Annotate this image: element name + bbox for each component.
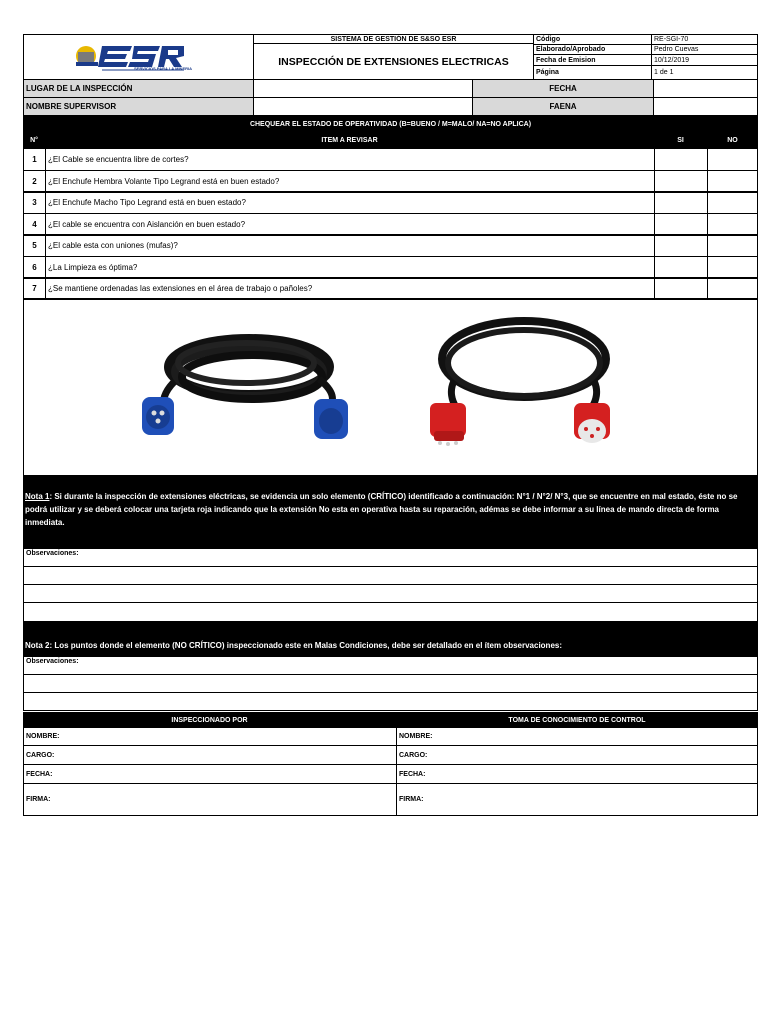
logo-cell (23, 34, 254, 80)
item-number: 7 (23, 277, 46, 300)
right-nombre[interactable]: NOMBRE: (396, 727, 758, 746)
system-title: SISTEMA DE GESTIÓN DE S&SO ESR (253, 34, 534, 44)
left-nombre[interactable]: NOMBRE: (23, 727, 397, 746)
item-question: ¿El Cable se encuentra libre de cortes? (45, 148, 655, 171)
item-number: 3 (23, 191, 46, 214)
meta-value-pagina: 1 de 1 (651, 65, 758, 80)
col-no-header: NO (727, 137, 738, 144)
meta-value-elaborado: Pedro Cuevas (651, 44, 758, 55)
nota1-label: Nota 1 (25, 492, 50, 501)
blue-extension-cable-image (134, 317, 354, 457)
item-no-checkbox[interactable] (707, 191, 758, 214)
item-question: ¿El cable esta con uniones (mufas)? (45, 234, 655, 257)
item-number: 2 (23, 170, 46, 193)
item-no-checkbox[interactable] (707, 213, 758, 236)
checklist-row (23, 277, 758, 300)
obs1-label: Observaciones: (23, 548, 758, 567)
item-si-checkbox[interactable] (654, 148, 708, 171)
item-question: ¿El cable se encuentra con Aislanción en buen estado? (45, 213, 655, 236)
nota1-box (23, 476, 758, 548)
obs2-line-2[interactable] (23, 692, 758, 711)
item-no-checkbox[interactable] (707, 234, 758, 257)
item-no-checkbox[interactable] (707, 170, 758, 193)
fecha-label: FECHA (472, 79, 654, 98)
nota1-text: : Si durante la inspección de extensiones eléctricas, se evidencia un solo elemento (CRÍTICO) identificado a continuación: N°1 / N°2/ N°3, que se encuentre en mal estado, éste no se podrá utilizar y se deberá colocar una tarjeta roja indicando que la extensión No esta en operativa hasta su reparación, adémas se debe informar a su línea de mando directa de forma inmediata. (25, 492, 738, 527)
right-cargo[interactable]: CARGO: (396, 745, 758, 765)
meta-value-fecha: 10/12/2019 (651, 54, 758, 66)
obs2-line-1[interactable] (23, 674, 758, 693)
meta-label-fecha: Fecha de Emision (533, 54, 652, 66)
item-si-checkbox[interactable] (654, 213, 708, 236)
extension-images (23, 298, 758, 476)
left-fecha[interactable]: FECHA: (23, 764, 397, 784)
page-title: INSPECCIÓN DE EXTENSIONES ELECTRICAS (253, 43, 534, 80)
red-extension-cable-image (424, 311, 624, 461)
col-num-header: N° (30, 137, 38, 144)
checklist-row (23, 148, 758, 171)
meta-value-codigo: RE-SGI-70 (651, 34, 758, 45)
meta-label-elaborado: Elaborado/Aprobado (533, 44, 652, 55)
item-si-checkbox[interactable] (654, 256, 708, 279)
checklist-row (23, 213, 758, 236)
meta-label-pagina: Página (533, 65, 652, 80)
item-si-checkbox[interactable] (654, 277, 708, 300)
item-question: ¿Se mantiene ordenadas las extensiones en el área de trabajo o pañoles? (45, 277, 655, 300)
obs1-line-3[interactable] (23, 602, 758, 622)
item-si-checkbox[interactable] (654, 191, 708, 214)
checklist-row (23, 170, 758, 193)
item-no-checkbox[interactable] (707, 256, 758, 279)
left-cargo[interactable]: CARGO: (23, 745, 397, 765)
item-number: 4 (23, 213, 46, 236)
lugar-label: LUGAR DE LA INSPECCIÓN (23, 79, 254, 98)
obs1-line-2[interactable] (23, 584, 758, 603)
col-si-header: SI (677, 137, 684, 144)
right-fecha[interactable]: FECHA: (396, 764, 758, 784)
checklist-row (23, 256, 758, 279)
faena-field[interactable] (653, 97, 758, 116)
item-number: 5 (23, 234, 46, 257)
lugar-field[interactable] (253, 79, 473, 98)
item-number: 6 (23, 256, 46, 279)
item-si-checkbox[interactable] (654, 170, 708, 193)
obs1-line-1[interactable] (23, 566, 758, 585)
right-firma[interactable]: FIRMA: (396, 783, 758, 816)
checklist-row (23, 191, 758, 214)
checklist-header-row (23, 133, 758, 148)
item-si-checkbox[interactable] (654, 234, 708, 257)
meta-label-codigo: Código (533, 34, 652, 45)
toma-conocimiento-header: TOMA DE CONOCIMIENTO DE CONTROL (396, 712, 758, 728)
item-no-checkbox[interactable] (707, 148, 758, 171)
faena-label: FAENA (472, 97, 654, 116)
left-firma[interactable]: FIRMA: (23, 783, 397, 816)
supervisor-label: NOMBRE SUPERVISOR (23, 97, 254, 116)
inspeccionado-header: INSPECCIONADO POR (23, 712, 396, 728)
fecha-field[interactable] (653, 79, 758, 98)
item-question: ¿El Enchufe Macho Tipo Legrand está en buen estado? (45, 191, 655, 214)
checklist-instruction: CHEQUEAR EL ESTADO DE OPERATIVIDAD (B=BUENO / M=MALO/ NA=NO APLICA) (23, 116, 758, 133)
item-question: ¿La Limpieza es óptima? (45, 256, 655, 279)
item-no-checkbox[interactable] (707, 277, 758, 300)
supervisor-field[interactable] (253, 97, 473, 116)
item-question: ¿El Enchufe Hembra Volante Tipo Legrand está en buen estado? (45, 170, 655, 193)
logo-tagline: SERVICIOS PARA LA MINERIA (134, 66, 193, 71)
nota2-box: Nota 2: Los puntos donde el elemento (NO CRÍTICO) inspeccionado este en Malas Condiciones, debe ser detallado en el ítem observaciones: (23, 622, 758, 656)
item-number: 1 (23, 148, 46, 171)
obs2-label: Observaciones: (23, 656, 758, 675)
checklist-row (23, 234, 758, 257)
col-item-header: ITEM A REVISAR (321, 137, 378, 144)
